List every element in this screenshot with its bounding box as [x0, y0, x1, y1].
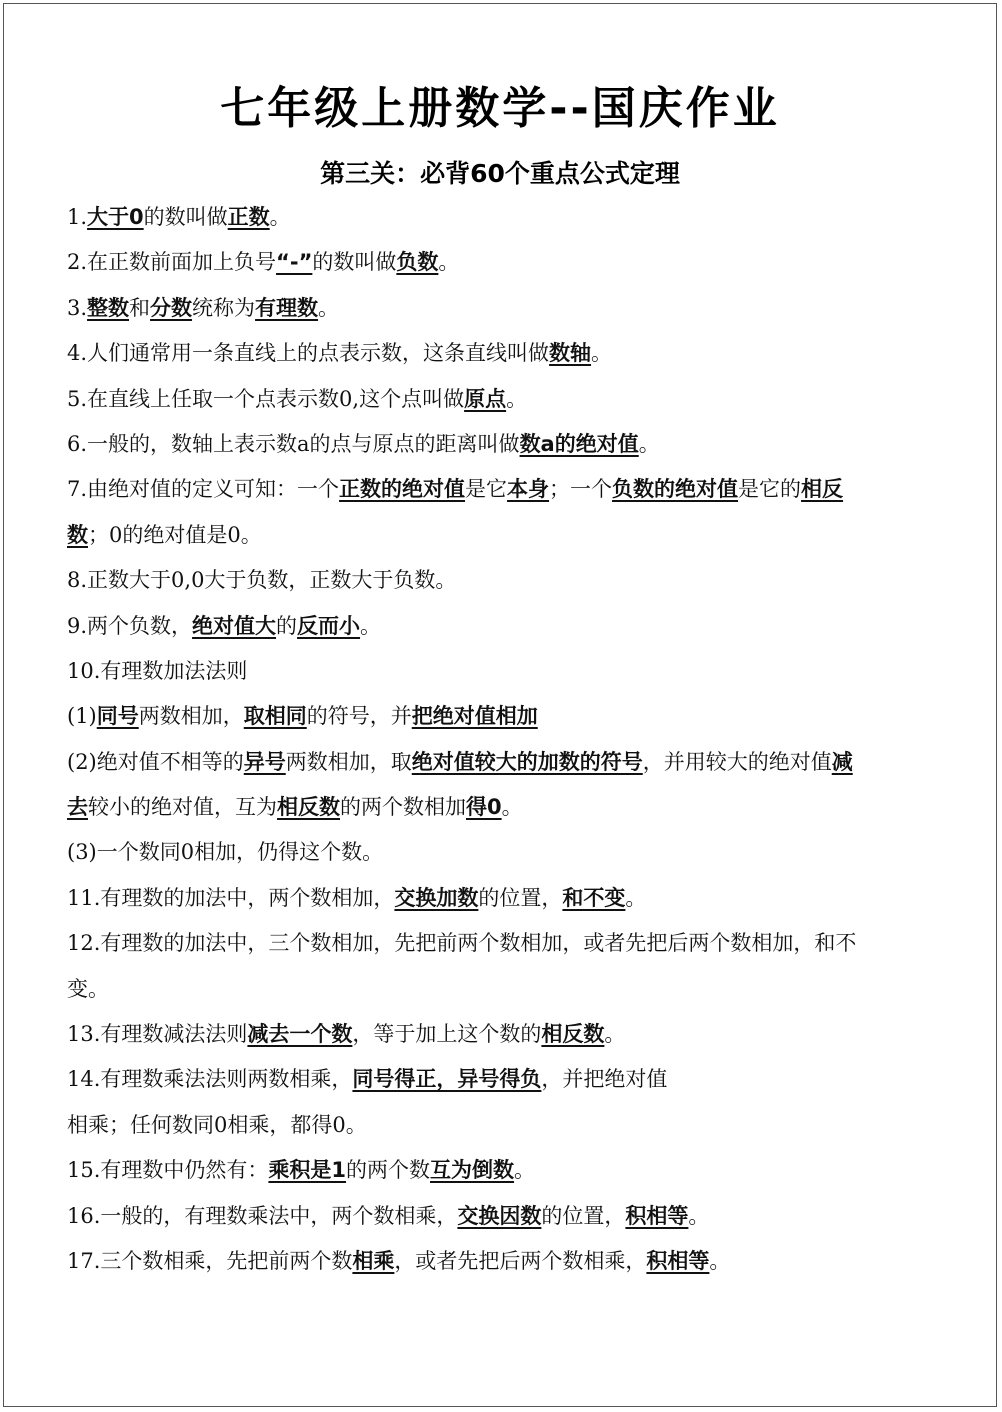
text-segment: 变。 — [67, 976, 109, 1001]
text-segment: 。 — [638, 431, 660, 456]
key-term: 大于0 — [87, 205, 144, 229]
text-segment: 是它 — [465, 477, 508, 502]
key-term: 本身 — [507, 477, 550, 502]
text-line — [67, 195, 947, 240]
text-line — [67, 604, 947, 649]
text-segment: 。 — [360, 613, 382, 638]
key-term: 同号 — [96, 704, 139, 729]
text-segment: (3)一个数同0相加，仍得这个数。 — [67, 840, 384, 865]
text-segment: 的数叫做 — [143, 205, 228, 229]
document-page — [3, 3, 997, 1407]
key-term: 交换加数 — [394, 885, 479, 910]
text-line — [67, 331, 947, 376]
text-segment: 2.在正数前面加上负号 — [67, 250, 277, 275]
key-term: 积相等 — [625, 1203, 689, 1228]
key-term: 同号得正，异号得负 — [352, 1067, 542, 1092]
text-line — [67, 1012, 947, 1057]
key-term: 绝对值较大的加数的符号 — [411, 749, 643, 774]
formula-list — [67, 195, 947, 1284]
text-line — [67, 558, 947, 603]
text-line — [67, 694, 947, 739]
page-title: 七年级上册数学--国庆作业 — [220, 83, 780, 134]
key-term: 和不变 — [562, 885, 626, 910]
text-line — [67, 830, 947, 875]
text-segment: 。 — [501, 795, 523, 820]
text-line — [67, 1057, 947, 1102]
key-term: 数 — [67, 522, 88, 547]
text-segment: 的位置， — [541, 1203, 626, 1228]
text-line — [67, 1194, 947, 1239]
text-line — [67, 286, 947, 331]
text-segment: 是它的 — [738, 477, 802, 502]
key-term: 得0 — [466, 795, 502, 820]
text-segment: 较小的绝对值，互为 — [88, 795, 277, 820]
text-segment: 。 — [591, 341, 613, 366]
text-segment: 4.人们通常用一条直线上的点表示数，这条直线叫做 — [67, 341, 550, 366]
key-term: 整数 — [87, 295, 130, 320]
key-term: 负数的绝对值 — [612, 477, 739, 502]
text-line — [67, 1103, 947, 1148]
text-segment: 。 — [709, 1248, 731, 1273]
text-segment: ，并用较大的绝对值 — [642, 749, 832, 774]
text-line — [67, 467, 947, 512]
key-term: 去 — [67, 795, 88, 820]
text-segment: 6.一般的，数轴上表示数a的点与原点的距离叫做 — [67, 431, 520, 456]
text-line — [67, 649, 947, 694]
text-segment: 。 — [438, 250, 460, 275]
text-segment: 1. — [67, 205, 88, 229]
key-term: 数轴 — [549, 341, 592, 366]
key-term: 绝对值大 — [192, 613, 277, 638]
text-segment: ，并把绝对值 — [541, 1067, 668, 1092]
text-segment: 9.两个负数， — [67, 613, 193, 638]
text-segment: (1) — [67, 704, 97, 729]
text-segment: ，或者先把后两个数相乘， — [394, 1248, 647, 1273]
key-term: 相乘 — [352, 1248, 395, 1273]
text-segment: 。 — [506, 386, 528, 411]
key-term: 正数 — [227, 205, 270, 229]
text-segment: 10.有理数加法法则 — [67, 658, 248, 683]
text-line — [67, 1239, 947, 1284]
text-segment: 的两个数 — [346, 1158, 431, 1183]
text-segment: 。 — [688, 1203, 710, 1228]
text-line — [67, 240, 947, 285]
key-term: 原点 — [464, 386, 507, 411]
text-segment: 的符号，并 — [306, 704, 412, 729]
key-term: 相反数 — [541, 1022, 605, 1047]
text-line — [67, 967, 947, 1012]
text-line — [67, 422, 947, 467]
text-segment: 的位置， — [478, 885, 563, 910]
text-line — [67, 513, 947, 558]
key-term: 互为倒数 — [430, 1158, 515, 1183]
text-segment: 3. — [67, 295, 88, 320]
text-segment: 。 — [318, 295, 340, 320]
text-segment: 两数相加，取 — [285, 749, 412, 774]
text-segment: 的数叫做 — [312, 250, 397, 275]
text-line — [67, 876, 947, 921]
key-term: 减去一个数 — [247, 1022, 353, 1047]
key-term: 异号 — [243, 749, 286, 774]
key-term: 数a的绝对值 — [519, 431, 639, 456]
text-line — [67, 377, 947, 422]
text-segment: 的两个数相加 — [340, 795, 466, 820]
text-segment: 两数相加， — [138, 704, 244, 729]
key-term: 积相等 — [646, 1248, 710, 1273]
text-line — [67, 740, 947, 785]
key-term: 反而小 — [297, 613, 361, 638]
text-segment: 。 — [625, 885, 647, 910]
text-line — [67, 785, 947, 830]
text-segment: 12.有理数的加法中，三个数相加，先把前两个数相加，或者先把后两个数相加，和不 — [67, 931, 857, 956]
text-segment: 和 — [129, 295, 151, 320]
text-segment: ；0的绝对值是0。 — [88, 522, 262, 547]
key-term: 减 — [831, 749, 853, 774]
text-segment: 5.在直线上任取一个点表示数0,这个点叫做 — [67, 386, 465, 411]
text-segment: (2)绝对值不相等的 — [67, 749, 244, 774]
key-term: 取相同 — [243, 704, 307, 729]
text-segment: 。 — [514, 1158, 536, 1183]
text-segment: 15.有理数中仍然有： — [67, 1158, 269, 1183]
text-segment: ；一个 — [549, 477, 613, 502]
key-term: 把绝对值相加 — [411, 704, 538, 729]
text-segment: 。 — [604, 1022, 626, 1047]
text-segment: 11.有理数的加法中，两个数相加， — [67, 885, 395, 910]
text-segment: 14.有理数乘法法则两数相乘， — [67, 1067, 353, 1092]
key-term: 有理数 — [255, 295, 319, 320]
text-segment: 统称为 — [192, 295, 256, 320]
text-segment: 的 — [276, 613, 298, 638]
key-term: 正数的绝对值 — [339, 477, 466, 502]
key-term: “-” — [276, 250, 313, 275]
key-term: 分数 — [150, 295, 193, 320]
text-segment: 13.有理数减法法则 — [67, 1022, 248, 1047]
text-segment: 相乘；任何数同0相乘，都得0。 — [67, 1112, 367, 1137]
text-segment: 16.一般的，有理数乘法中，两个数相乘， — [67, 1203, 458, 1228]
text-segment: ，等于加上这个数的 — [352, 1022, 542, 1047]
text-segment: 17.三个数相乘，先把前两个数 — [67, 1248, 353, 1273]
text-segment: 。 — [269, 205, 291, 229]
key-term: 相反 — [801, 477, 844, 502]
key-term: 相反数 — [277, 795, 340, 820]
text-segment: 8.正数大于0,0大于负数，正数大于负数。 — [67, 568, 457, 593]
key-term: 乘积是1 — [268, 1158, 347, 1183]
key-term: 负数 — [396, 250, 439, 275]
text-segment: 7.由绝对值的定义可知：一个 — [67, 477, 340, 502]
text-line — [67, 921, 947, 966]
key-term: 交换因数 — [457, 1203, 542, 1228]
page-subtitle: 第三关：必背60个重点公式定理 — [320, 159, 680, 188]
text-line — [67, 1148, 947, 1193]
